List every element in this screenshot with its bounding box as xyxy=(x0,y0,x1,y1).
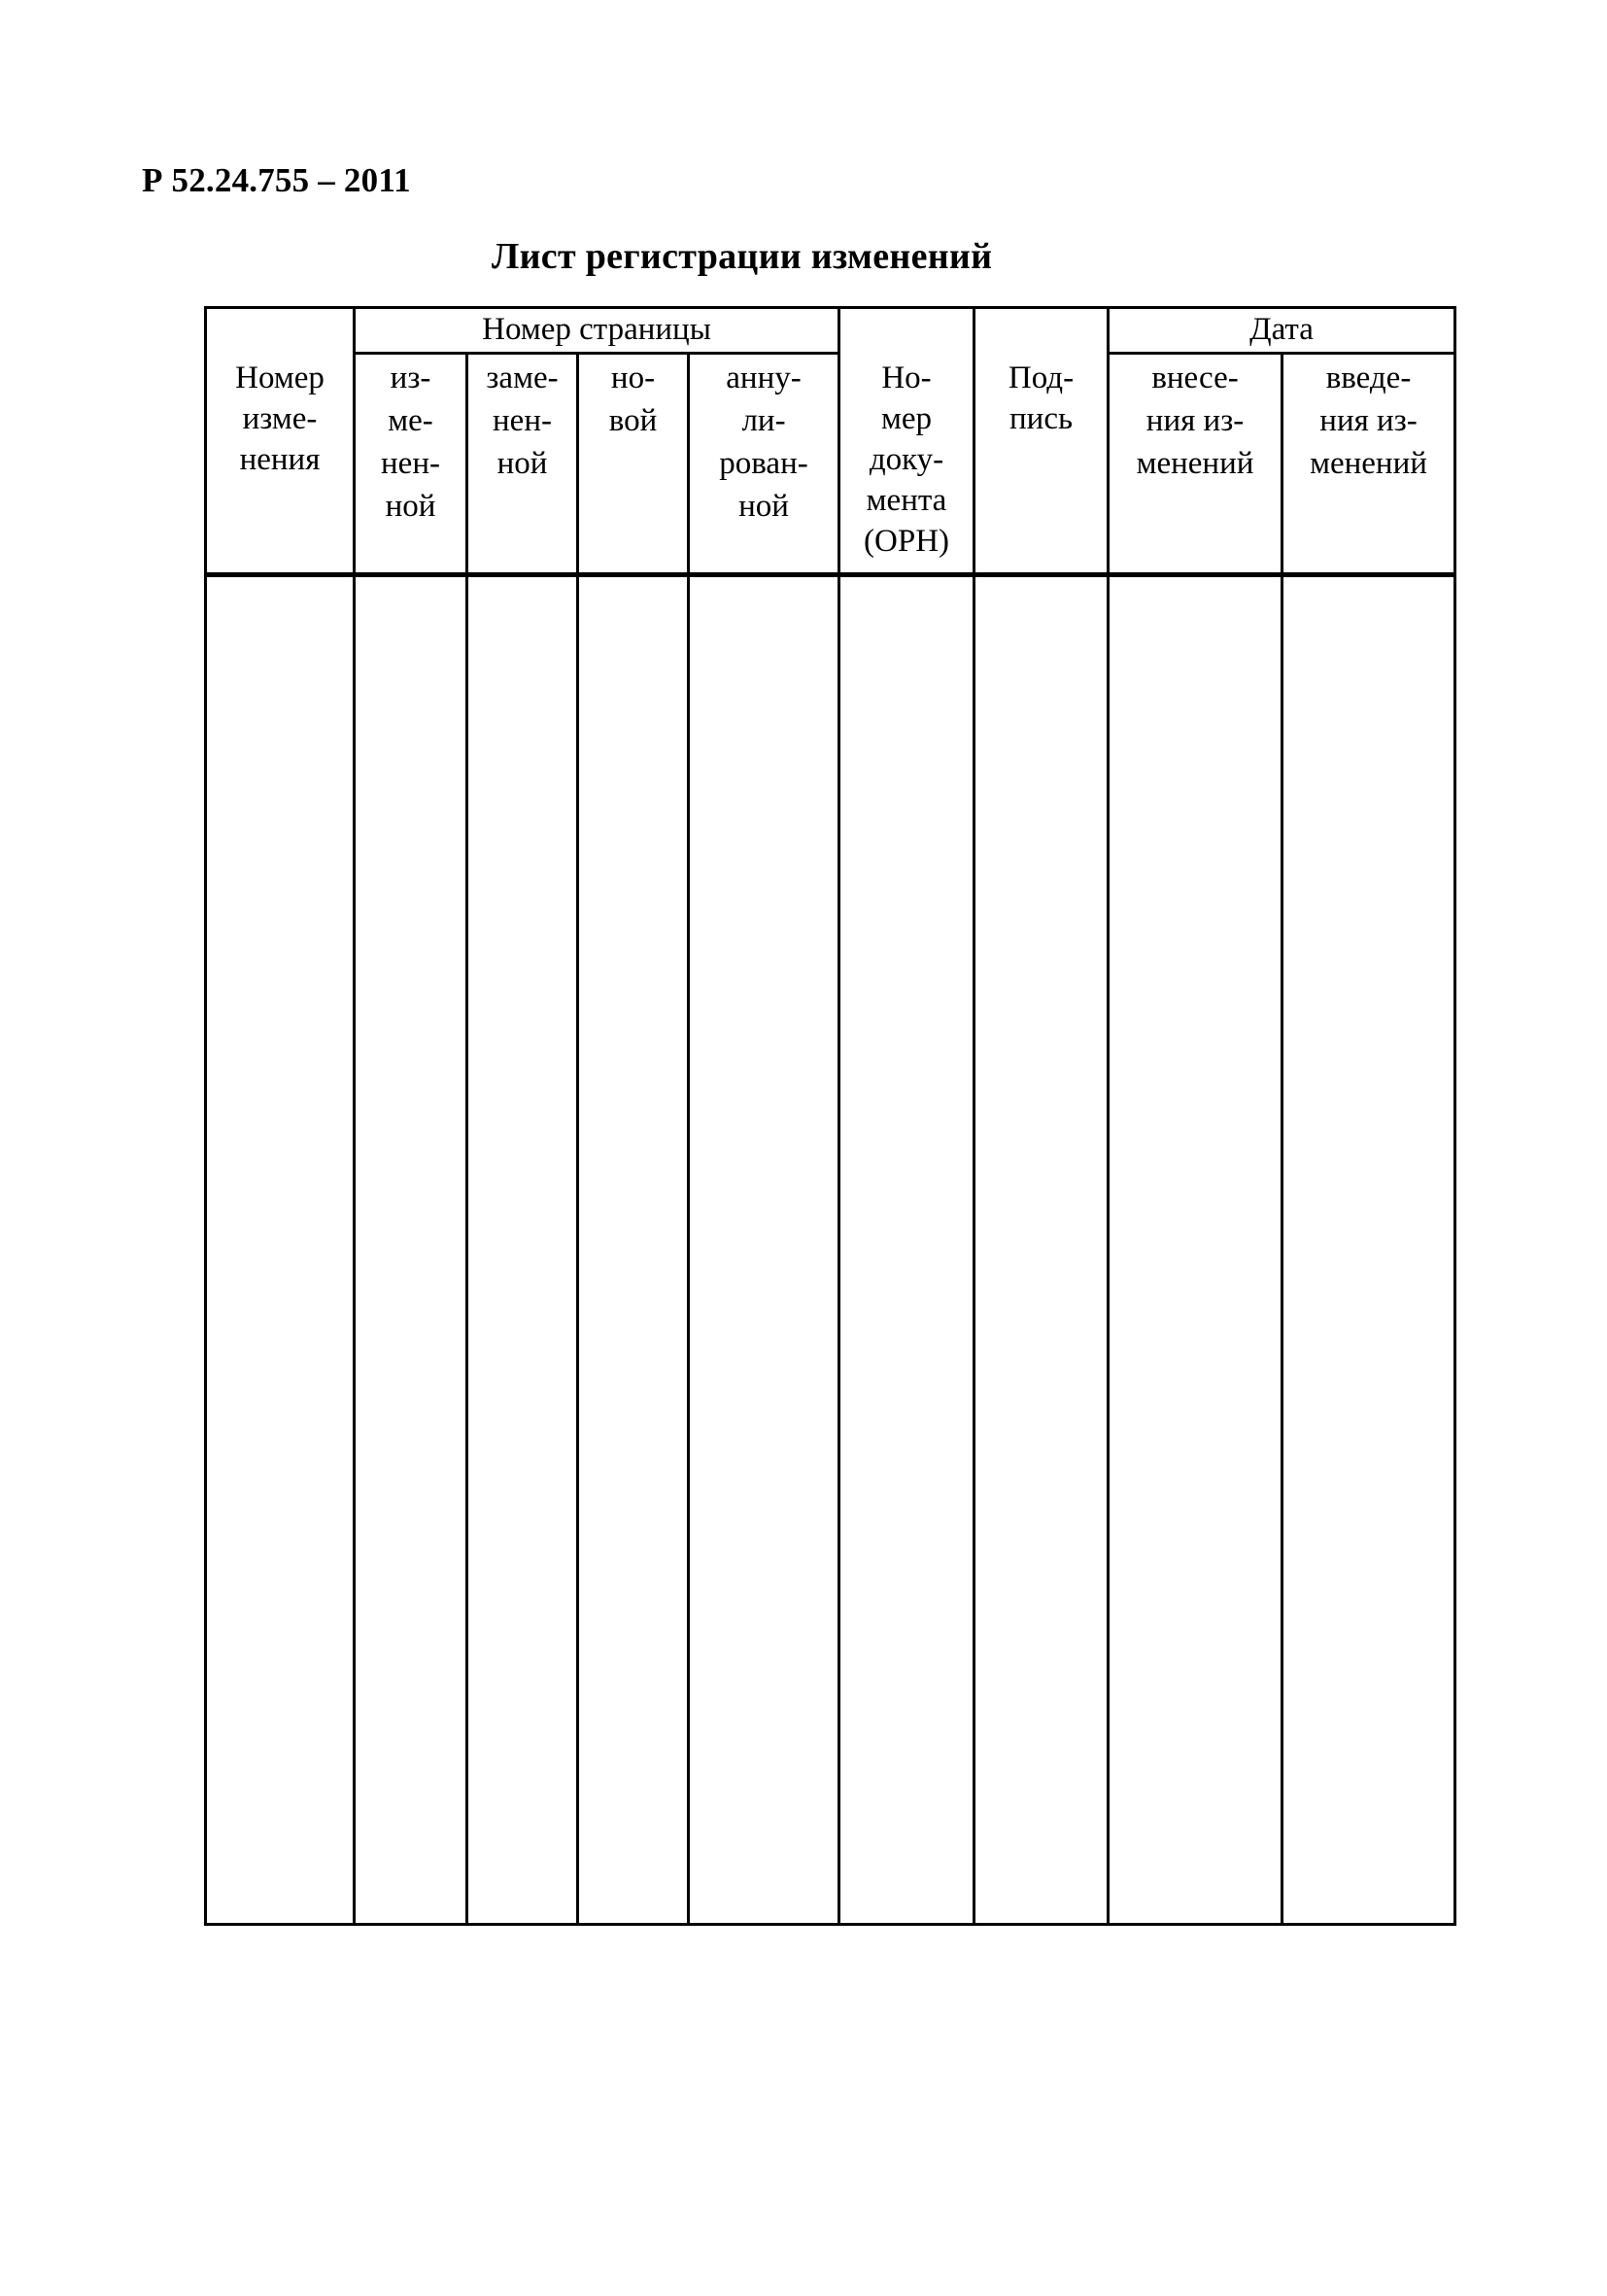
col-header-signature xyxy=(974,308,1109,575)
col-header-label: внесе- ния из- менений xyxy=(1136,360,1254,481)
col-header-page-new xyxy=(578,354,689,575)
cell-page-annulled xyxy=(689,575,839,1925)
col-header-label: Под- пись xyxy=(1008,360,1075,436)
table-row-empty xyxy=(206,575,1455,1925)
document-code: Р 52.24.755 – 2011 xyxy=(142,161,411,199)
col-group-page-number xyxy=(355,308,839,354)
col-header-label: Но- мер доку- мента (ОРН) xyxy=(864,360,950,559)
col-header-page-replaced xyxy=(467,354,578,575)
cell-date-entry xyxy=(1109,575,1282,1925)
page-title: Лист регистрации изменений xyxy=(492,236,993,277)
cell-signature xyxy=(974,575,1109,1925)
col-header-date-effective xyxy=(1282,354,1455,575)
table-header xyxy=(206,308,1455,575)
col-group-label: Дата xyxy=(1249,312,1314,347)
col-header-label: Номер изме- нения xyxy=(235,360,325,477)
col-header-label: введе- ния из- менений xyxy=(1310,360,1427,481)
cell-date-effective xyxy=(1282,575,1455,1925)
col-header-change-number xyxy=(206,308,355,575)
col-header-date-entry xyxy=(1109,354,1282,575)
col-header-page-changed xyxy=(355,354,467,575)
cell-page-replaced xyxy=(467,575,578,1925)
col-group-label: Номер страницы xyxy=(482,312,711,347)
col-header-label: заме- нен- ной xyxy=(486,360,559,481)
col-group-date xyxy=(1109,308,1455,354)
col-header-document-number xyxy=(839,308,974,575)
table-body xyxy=(206,575,1455,1925)
cell-document-number xyxy=(839,575,974,1925)
cell-page-changed xyxy=(355,575,467,1925)
change-registration-table xyxy=(204,306,1456,1926)
col-header-page-annulled xyxy=(689,354,839,575)
col-header-label: но- вой xyxy=(608,360,658,438)
cell-change-number xyxy=(206,575,355,1925)
cell-page-new xyxy=(578,575,689,1925)
col-header-label: из- ме- нен- ной xyxy=(381,360,440,524)
col-header-label: анну- ли- рован- ной xyxy=(719,360,808,524)
